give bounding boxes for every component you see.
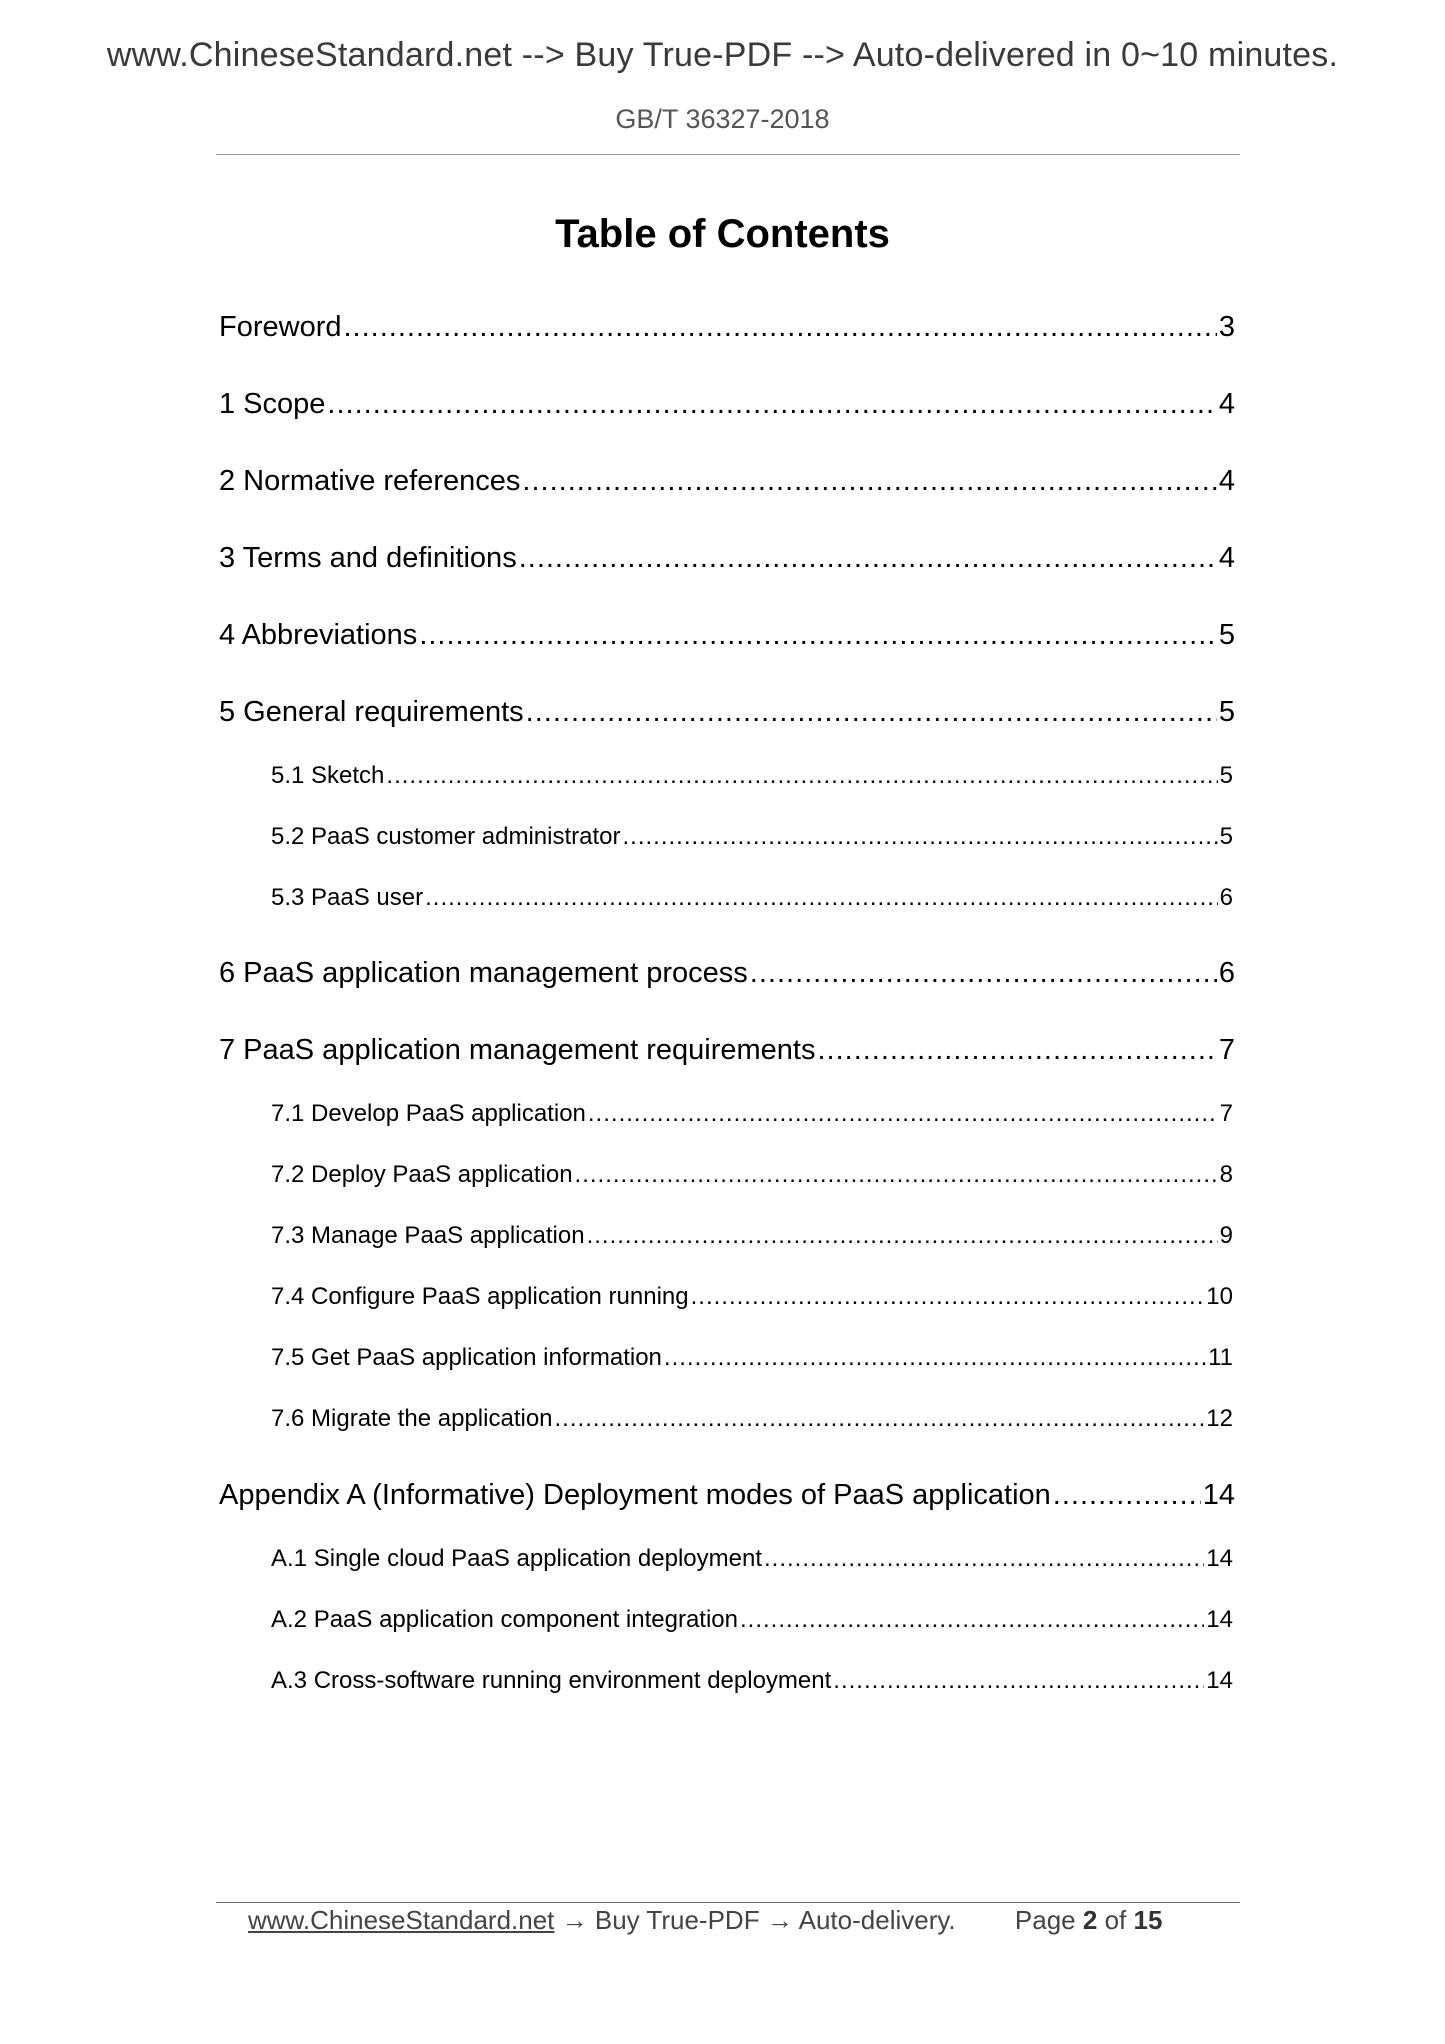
toc-leader — [555, 1405, 1205, 1433]
toc-entry-label: 7.5 Get PaaS application information — [271, 1344, 662, 1371]
toc-entry-appendix-a[interactable] — [219, 1479, 1235, 1512]
toc-entry-page: 14 — [1206, 1606, 1233, 1633]
toc-entry-page: 5 — [1219, 762, 1233, 789]
toc-entry-label: A.1 Single cloud PaaS application deployment — [271, 1545, 762, 1572]
toc-entry-label: 7 PaaS application management requirements — [219, 1034, 816, 1066]
toc-entry-7-6[interactable] — [271, 1405, 1233, 1433]
toc-entry-7-1[interactable] — [271, 1100, 1233, 1128]
page-total: 15 — [1133, 1905, 1163, 1935]
toc-entry-management-requirements[interactable] — [219, 1034, 1235, 1067]
toc-leader — [419, 619, 1217, 652]
toc-leader — [526, 696, 1217, 729]
toc-entry-label: 6 PaaS application management process — [219, 957, 748, 989]
arrow-right-icon: → — [561, 1905, 588, 1935]
toc-entry-normative-references[interactable] — [219, 465, 1235, 498]
page-indicator — [1015, 1905, 1163, 1935]
toc-entry-label: A.2 PaaS application component integration — [271, 1606, 738, 1633]
toc-title: Table of Contents — [555, 212, 890, 256]
toc-entry-page: 6 — [1219, 884, 1233, 911]
toc-entry-label: 7.1 Develop PaaS application — [271, 1100, 586, 1127]
toc-entry-label: 7.4 Configure PaaS application running — [271, 1283, 689, 1310]
toc-leader — [1053, 1479, 1201, 1512]
toc-entry-page: 14 — [1202, 1479, 1235, 1511]
page-word: Page — [1014, 1905, 1076, 1935]
toc-leader — [344, 311, 1217, 344]
footer-delivery-text: Auto-delivery. — [798, 1905, 956, 1935]
toc-entry-page: 12 — [1206, 1405, 1233, 1432]
toc-entry-label: 5.1 Sketch — [271, 762, 385, 789]
toc-entry-page: 14 — [1206, 1667, 1233, 1694]
toc-entry-label: 7.2 Deploy PaaS application — [271, 1161, 573, 1188]
toc-leader — [817, 1034, 1216, 1067]
toc-entry-page: 7 — [1218, 1034, 1235, 1066]
toc-leader — [575, 1161, 1218, 1189]
toc-entry-label: Appendix A (Informative) Deployment modes of PaaS application — [219, 1479, 1051, 1511]
toc-entry-page: 3 — [1218, 311, 1235, 343]
toc-leader — [623, 823, 1218, 851]
toc-leader — [327, 388, 1216, 421]
toc-entry-a-1[interactable] — [271, 1545, 1233, 1573]
toc-entry-page: 14 — [1206, 1545, 1233, 1572]
toc-entry-7-5[interactable] — [271, 1344, 1233, 1372]
toc-entry-page: 6 — [1218, 957, 1235, 989]
toc-entry-page: 8 — [1219, 1161, 1233, 1188]
toc-leader — [519, 542, 1217, 575]
toc-leader — [750, 957, 1217, 990]
toc-entry-page: 4 — [1218, 542, 1235, 574]
toc-entry-page: 10 — [1206, 1283, 1233, 1310]
toc-entry-label: 3 Terms and definitions — [219, 542, 517, 574]
toc-entry-page: 5 — [1218, 696, 1235, 728]
toc-entry-page: 4 — [1218, 388, 1235, 420]
top-banner: www.ChineseStandard.net --> Buy True-PDF --> Auto-delivered in 0~10 minutes. — [106, 36, 1339, 74]
toc-leader — [386, 762, 1217, 790]
toc-entry-label: 7.3 Manage PaaS application — [271, 1222, 585, 1249]
toc-entry-foreword[interactable] — [219, 311, 1235, 344]
toc-entry-terms-definitions[interactable] — [219, 542, 1235, 575]
toc-entry-general-requirements[interactable] — [219, 696, 1235, 729]
toc-leader — [764, 1545, 1204, 1573]
toc-entry-label: A.3 Cross-software running environment deployment — [271, 1667, 832, 1694]
footer-link[interactable]: www.ChineseStandard.net — [248, 1905, 555, 1935]
toc-entry-page: 4 — [1218, 465, 1235, 497]
toc-entry-5-3[interactable] — [271, 884, 1233, 912]
toc-entry-page: 11 — [1208, 1344, 1233, 1371]
toc-entry-label: 1 Scope — [219, 388, 326, 420]
toc-entry-page: 5 — [1218, 619, 1235, 651]
toc-leader — [587, 1222, 1218, 1250]
toc-entry-a-2[interactable] — [271, 1606, 1233, 1634]
toc-entry-5-1[interactable] — [271, 762, 1233, 790]
document-code: GB/T 36327-2018 — [615, 104, 830, 134]
footer — [248, 1905, 1228, 1936]
toc-entry-label: 5.3 PaaS user — [271, 884, 424, 911]
toc-entry-label: 5 General requirements — [219, 696, 524, 728]
toc-entry-a-3[interactable] — [271, 1667, 1233, 1695]
toc-leader — [425, 884, 1218, 912]
toc-entry-7-2[interactable] — [271, 1161, 1233, 1189]
toc-entry-label: 4 Abbreviations — [219, 619, 418, 651]
toc-entry-label: Foreword — [219, 311, 342, 343]
arrow-right-icon: → — [766, 1905, 793, 1935]
toc-entry-abbreviations[interactable] — [219, 619, 1235, 652]
toc-entry-label: 2 Normative references — [219, 465, 521, 497]
page-number: 2 — [1082, 1905, 1098, 1935]
toc-leader — [833, 1667, 1204, 1695]
toc-leader — [691, 1283, 1205, 1311]
footer-divider — [216, 1902, 1240, 1903]
toc-leader — [740, 1606, 1204, 1634]
toc-leader — [588, 1100, 1218, 1128]
toc-entry-page: 5 — [1219, 823, 1233, 850]
toc-leader — [522, 465, 1216, 498]
toc-leader — [664, 1344, 1206, 1372]
toc-entry-scope[interactable] — [219, 388, 1235, 421]
toc-entry-7-4[interactable] — [271, 1283, 1233, 1311]
header-divider — [216, 154, 1240, 155]
toc-entry-management-process[interactable] — [219, 957, 1235, 990]
toc-entry-7-3[interactable] — [271, 1222, 1233, 1250]
toc-entry-page: 9 — [1219, 1222, 1233, 1249]
toc-entry-label: 5.2 PaaS customer administrator — [271, 823, 621, 850]
toc-entry-label: 7.6 Migrate the application — [271, 1405, 553, 1432]
toc-entry-5-2[interactable] — [271, 823, 1233, 851]
footer-buy-text: Buy True-PDF — [594, 1905, 760, 1935]
toc-entry-page: 7 — [1219, 1100, 1233, 1127]
of-word: of — [1104, 1905, 1127, 1935]
